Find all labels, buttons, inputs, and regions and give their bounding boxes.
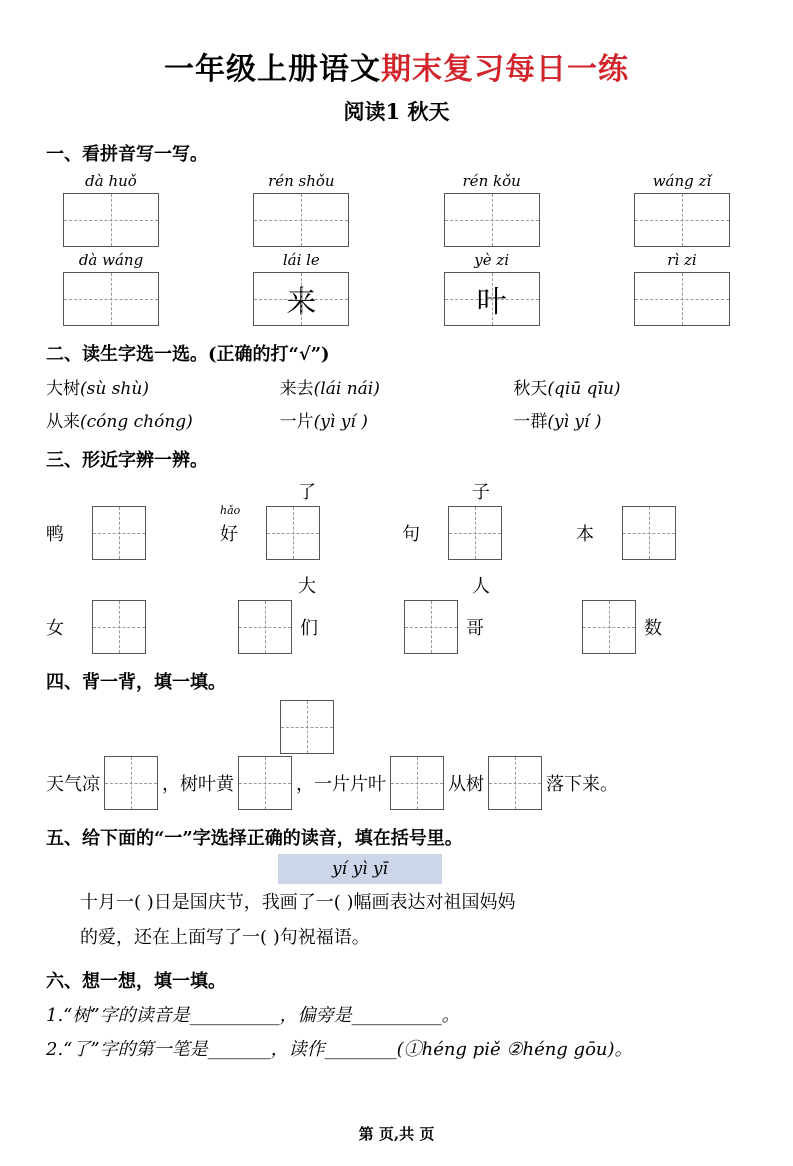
pinyin-label: lái le <box>282 251 320 269</box>
pinyin-writing-item <box>617 172 747 247</box>
pronunciation-choice-item[interactable] <box>280 407 514 432</box>
tianzige-box[interactable] <box>253 193 349 247</box>
tianzige-box[interactable] <box>582 600 636 654</box>
section1-body <box>0 172 793 326</box>
pinyin-writing-item <box>617 251 747 326</box>
pinyin-writing-item <box>46 172 176 247</box>
section3-row2-hints <box>46 570 747 598</box>
pinyin-writing-item <box>427 251 557 326</box>
tianzige-char <box>635 273 729 325</box>
tianzige-box[interactable] <box>92 600 146 654</box>
similar-char-label: 们 <box>300 618 318 639</box>
tianzige-box[interactable] <box>92 506 146 560</box>
similar-char-item <box>568 506 742 560</box>
pinyin-label: wáng zǐ <box>652 172 712 190</box>
text-part: 天气凉 <box>46 774 100 795</box>
similar-char-item <box>394 600 568 654</box>
section4-body <box>0 700 793 810</box>
page-title-red: 期末复习每日一练 <box>381 52 629 87</box>
section5-paragraph-line2[interactable]: 的爱，还在上面写了一( )句祝福语。 <box>80 926 370 948</box>
pinyin-label: dà huǒ <box>85 172 137 190</box>
choice-options[interactable]: (lái nái) <box>313 379 380 399</box>
similar-char-item <box>46 506 220 560</box>
text-part: 从树 <box>448 774 484 795</box>
section2-heading: 二、读生字选一选。(正确的打“√”) <box>46 344 330 365</box>
section1-row2 <box>46 251 747 326</box>
similar-char-label: 哥 <box>466 618 484 639</box>
tianzige-box[interactable] <box>390 756 444 810</box>
similar-char-label: 女 <box>46 618 64 639</box>
tianzige-box[interactable] <box>622 506 676 560</box>
similar-char-label <box>220 504 266 546</box>
pronunciation-choice-item[interactable] <box>513 407 747 432</box>
similar-char-label: 本 <box>576 524 594 545</box>
section1-heading: 一、看拼音写一写。 <box>46 144 208 165</box>
section2-row2 <box>46 407 747 432</box>
pinyin-label: rén kǒu <box>462 172 521 190</box>
choice-word: 秋天 <box>513 379 548 399</box>
tianzige-box[interactable] <box>280 700 334 754</box>
text-part: 落下来。 <box>546 774 618 795</box>
section3-row2 <box>46 600 747 654</box>
choice-word: 一群 <box>513 412 548 432</box>
tianzige-box[interactable] <box>63 272 159 326</box>
section5-body <box>0 854 793 953</box>
similar-char-item <box>220 600 394 654</box>
tianzige-char <box>64 273 158 325</box>
section3-body <box>0 476 793 654</box>
hint-label: 人 <box>472 576 490 597</box>
similar-char-label: 鸭 <box>46 524 64 545</box>
pinyin-label: dà wáng <box>78 251 144 269</box>
pinyin-label: rì zi <box>667 251 697 269</box>
section5-heading: 五、给下面的“一”字选择正确的读音，填在括号里。 <box>46 828 463 849</box>
tianzige-box[interactable] <box>238 756 292 810</box>
page-title-black: 一年级上册语文 <box>164 52 381 87</box>
similar-char-label: 句 <box>402 524 420 545</box>
section5-paragraph-line1[interactable]: 十月一( )日是国庆节，我画了一( )幅画表达对祖国妈妈 <box>80 892 516 913</box>
section2-row1 <box>46 374 747 399</box>
pinyin-writing-item <box>236 251 366 326</box>
pinyin-writing-item <box>236 172 366 247</box>
tianzige-char <box>254 194 348 246</box>
section6-heading: 六、想一想，填一填。 <box>46 971 226 993</box>
hint-label: 子 <box>472 482 490 503</box>
choice-options[interactable]: (sù shù) <box>80 379 149 399</box>
tianzige-box[interactable] <box>634 272 730 326</box>
tianzige-box[interactable] <box>253 272 349 326</box>
pronunciation-choice-item[interactable] <box>513 374 747 399</box>
section3-row1 <box>46 506 747 560</box>
section4-fill-line <box>46 756 747 810</box>
tianzige-char <box>64 194 158 246</box>
pronunciation-choice-box[interactable]: yí yì yī <box>278 854 442 884</box>
choice-word: 从来 <box>46 412 80 432</box>
choice-word: 大树 <box>46 379 80 399</box>
pronunciation-choice-item[interactable] <box>46 407 280 432</box>
tianzige-box[interactable] <box>238 600 292 654</box>
similar-char-text: 好 <box>220 524 238 545</box>
tianzige-box[interactable] <box>63 193 159 247</box>
page-subtitle: 阅读1 秋天 <box>343 99 450 124</box>
choice-options[interactable]: (yì yí ) <box>313 412 368 432</box>
tianzige-box[interactable] <box>488 756 542 810</box>
section2-body <box>0 374 793 432</box>
similar-char-label: 数 <box>644 618 662 639</box>
section6-question-2[interactable]: 2.“了”字的第一笔是_______，读作________(①héng piě ②héng gōu)。 <box>46 1039 633 1061</box>
pinyin-writing-item <box>427 172 557 247</box>
section1-row1 <box>46 172 747 247</box>
tianzige-char <box>635 194 729 246</box>
pronunciation-choice-item[interactable] <box>280 374 514 399</box>
similar-char-item <box>568 600 742 654</box>
page-footer: 第 页,共 页 <box>358 1125 435 1143</box>
similar-char-item <box>394 506 568 560</box>
pinyin-label: yè zi <box>474 251 510 269</box>
choice-options[interactable]: (yì yí ) <box>547 412 602 432</box>
pinyin-writing-item <box>46 251 176 326</box>
section3-heading: 三、形近字辨一辨。 <box>46 450 208 471</box>
tianzige-box[interactable] <box>634 193 730 247</box>
choice-word: 来去 <box>279 379 314 399</box>
tianzige-box[interactable] <box>444 193 540 247</box>
choice-word: 一片 <box>279 412 314 432</box>
tianzige-char: 叶 <box>476 285 507 320</box>
choice-options[interactable]: (qiū qīu) <box>547 379 621 399</box>
similar-char-item <box>220 506 394 560</box>
text-part: ，一片片叶 <box>296 774 386 795</box>
tianzige-char: 来 <box>286 285 317 320</box>
section6-body <box>0 1001 793 1061</box>
text-part: ，树叶黄 <box>162 774 234 795</box>
tianzige-char <box>445 194 539 246</box>
similar-char-item <box>46 600 220 654</box>
hint-label: 大 <box>298 576 316 597</box>
tianzige-box[interactable] <box>448 506 502 560</box>
section3-row1-hints <box>46 476 747 504</box>
page-title <box>0 44 793 88</box>
section6-question-1[interactable]: 1.“树”字的读音是__________，偏旁是__________。 <box>46 1005 460 1027</box>
tianzige-box[interactable] <box>404 600 458 654</box>
tiny-pinyin-label: hǎo <box>220 504 241 517</box>
hint-label: 了 <box>298 482 316 503</box>
tianzige-box[interactable] <box>104 756 158 810</box>
pronunciation-choice-item[interactable] <box>46 374 280 399</box>
choice-options[interactable]: (cóng chóng) <box>80 412 193 432</box>
pinyin-label: rén shǒu <box>268 172 335 190</box>
worksheet-page <box>0 44 793 1166</box>
section4-heading: 四、背一背，填一填。 <box>46 672 226 693</box>
tianzige-box[interactable] <box>266 506 320 560</box>
tianzige-box[interactable] <box>444 272 540 326</box>
